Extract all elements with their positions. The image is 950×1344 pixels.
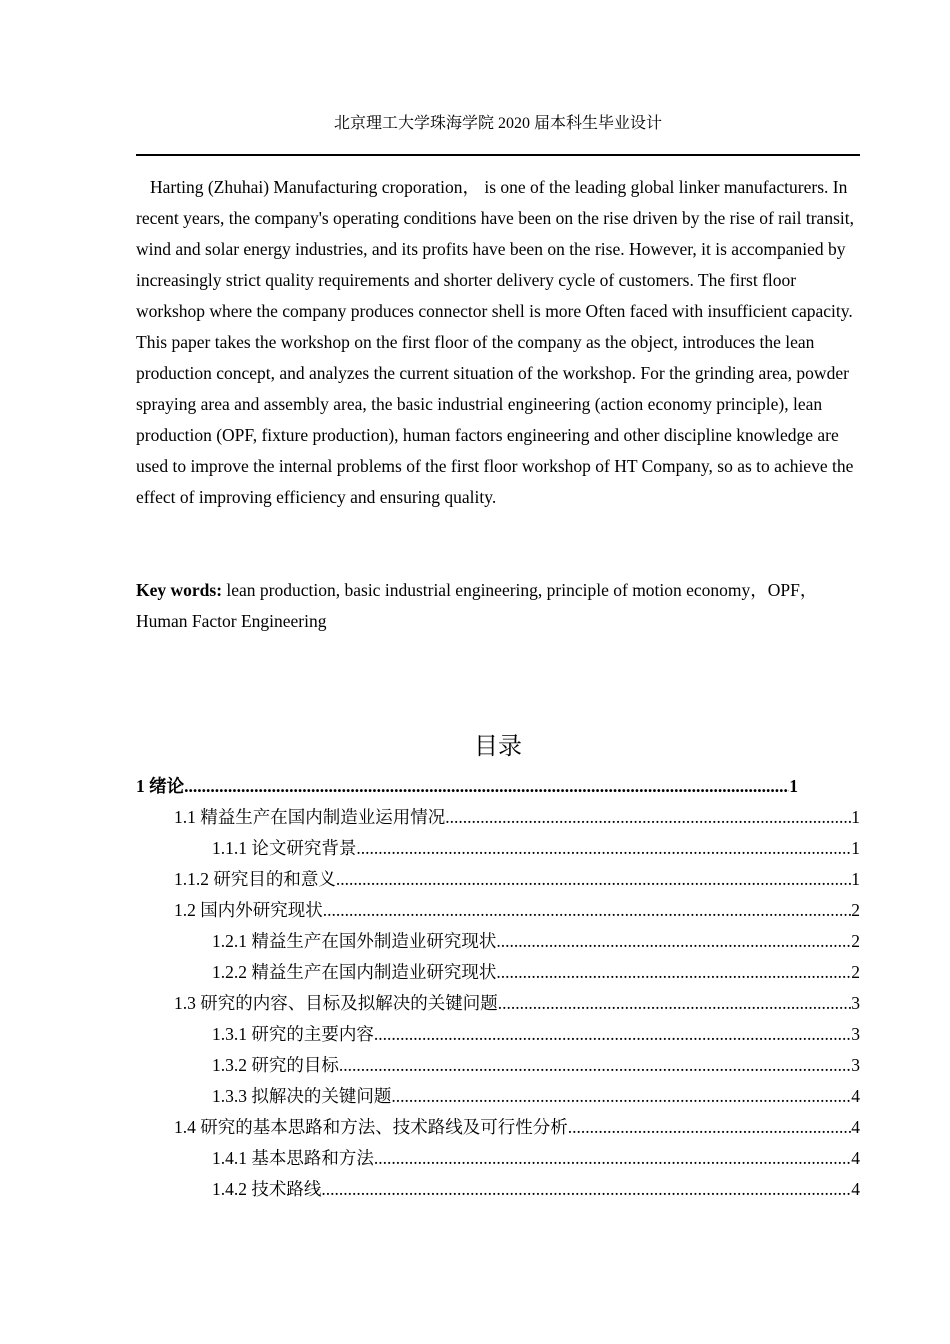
toc-entry-text: 1.2.1 精益生产在国外制造业研究现状 xyxy=(212,931,497,951)
toc-page-number: 1 xyxy=(851,807,860,827)
toc-entry-text: 1.4.1 基本思路和方法 xyxy=(212,1148,374,1168)
toc-entry[interactable] xyxy=(136,865,860,896)
toc-leader-dots xyxy=(496,927,851,956)
toc-leader-dots xyxy=(496,958,851,987)
toc-entry-text: 1.3 研究的内容、目标及拟解决的关键问题 xyxy=(174,993,498,1013)
toc-page-number: 3 xyxy=(851,1055,860,1075)
abstract-paragraph: Harting (Zhuhai) Manufacturing croporation， is one of the leading global linker manufacturers. In recent years, the company's operating conditions have been on the rise driven by the rise of rail transit, wind and solar energy industries, and its profits have been on the rise. However, it is accompanied by increasingly strict quality requirements and shorter delivery cycle of customers. The first floor workshop where the company produces connector shell is more Often faced with insufficient capacity. This paper takes the workshop on the first floor of the company as the object, introduces the lean production concept, and analyzes the current situation of the workshop. For the grinding area, powder spraying area and assembly area, the basic industrial engineering (action economy principle), lean production (OPF, fixture production), human factors engineering and other discipline knowledge are used to improve the internal problems of the first floor workshop of HT Company, so as to achieve the effect of improving efficiency and ensuring quality. xyxy=(136,177,854,507)
document-page xyxy=(136,0,860,1344)
keywords-text: lean production, basic industrial engineering, principle of motion economy，OPF，Human Factor Engineering xyxy=(136,580,818,631)
toc-entry[interactable] xyxy=(136,1113,860,1144)
toc-entry[interactable] xyxy=(136,1051,860,1082)
toc-page-number: 2 xyxy=(851,900,860,920)
toc-entry-text: 1.3.3 拟解决的关键问题 xyxy=(212,1086,392,1106)
toc-entry[interactable] xyxy=(136,834,860,865)
toc-entry[interactable] xyxy=(136,927,860,958)
toc-entry-text: 1.2 国内外研究现状 xyxy=(174,900,323,920)
running-header: 北京理工大学珠海学院 2020 届本科生毕业设计 xyxy=(333,115,662,132)
toc-entry[interactable] xyxy=(136,1175,860,1206)
toc-leader-dots xyxy=(374,1020,851,1049)
header-rule xyxy=(136,154,860,156)
toc-page-number: 1 xyxy=(851,869,860,889)
toc-title: 目录 xyxy=(474,732,522,760)
toc-entry-text: 1.1.1 论文研究背景 xyxy=(212,838,357,858)
toc-entry-text: 1.3.1 研究的主要内容 xyxy=(212,1024,374,1044)
toc-entry-text: 1.1 精益生产在国内制造业运用情况 xyxy=(174,807,446,827)
toc-entry[interactable] xyxy=(136,989,860,1020)
toc-page-number: 4 xyxy=(851,1179,860,1199)
toc-leader-dots xyxy=(391,1082,851,1111)
toc-leader-dots xyxy=(445,803,851,832)
toc-entry-text: 1.1.2 研究目的和意义 xyxy=(174,869,336,889)
toc-page-number: 4 xyxy=(851,1086,860,1106)
toc-entry[interactable] xyxy=(136,958,860,989)
toc-entry-text: 1.2.2 精益生产在国内制造业研究现状 xyxy=(212,962,497,982)
toc-leader-dots xyxy=(356,834,851,863)
toc-entry[interactable] xyxy=(136,1020,860,1051)
keywords xyxy=(136,575,860,637)
table-of-contents xyxy=(136,772,860,1206)
toc-entry[interactable] xyxy=(136,1082,860,1113)
toc-leader-dots xyxy=(498,989,852,1018)
toc-page-number: 3 xyxy=(851,1024,860,1044)
toc-page-number: 2 xyxy=(851,931,860,951)
toc-entry-text: 1.4 研究的基本思路和方法、技术路线及可行性分析 xyxy=(174,1117,568,1137)
toc-leader-dots xyxy=(339,1051,851,1080)
toc-page-number: 1 xyxy=(851,838,860,858)
keywords-label: Key words: xyxy=(136,580,223,600)
toc-entry[interactable] xyxy=(136,896,860,927)
toc-page-number: 4 xyxy=(851,1117,860,1137)
toc-page-number: 4 xyxy=(851,1148,860,1168)
toc-leader-dots xyxy=(323,896,852,925)
toc-page-number: 2 xyxy=(851,962,860,982)
toc-page-number: 1 xyxy=(789,776,798,796)
toc-leader-dots xyxy=(374,1144,851,1173)
toc-entry-text: 1.4.2 技术路线 xyxy=(212,1179,322,1199)
toc-entry[interactable] xyxy=(136,1144,860,1175)
toc-page-number: 3 xyxy=(851,993,860,1013)
toc-entry[interactable] xyxy=(136,772,798,803)
toc-entry[interactable] xyxy=(136,803,860,834)
toc-leader-dots xyxy=(568,1113,852,1142)
toc-leader-dots xyxy=(184,772,789,801)
toc-entry-text: 1.3.2 研究的目标 xyxy=(212,1055,339,1075)
toc-leader-dots xyxy=(321,1175,851,1204)
toc-leader-dots xyxy=(336,865,851,894)
toc-entry-text: 1 绪论 xyxy=(136,776,185,796)
